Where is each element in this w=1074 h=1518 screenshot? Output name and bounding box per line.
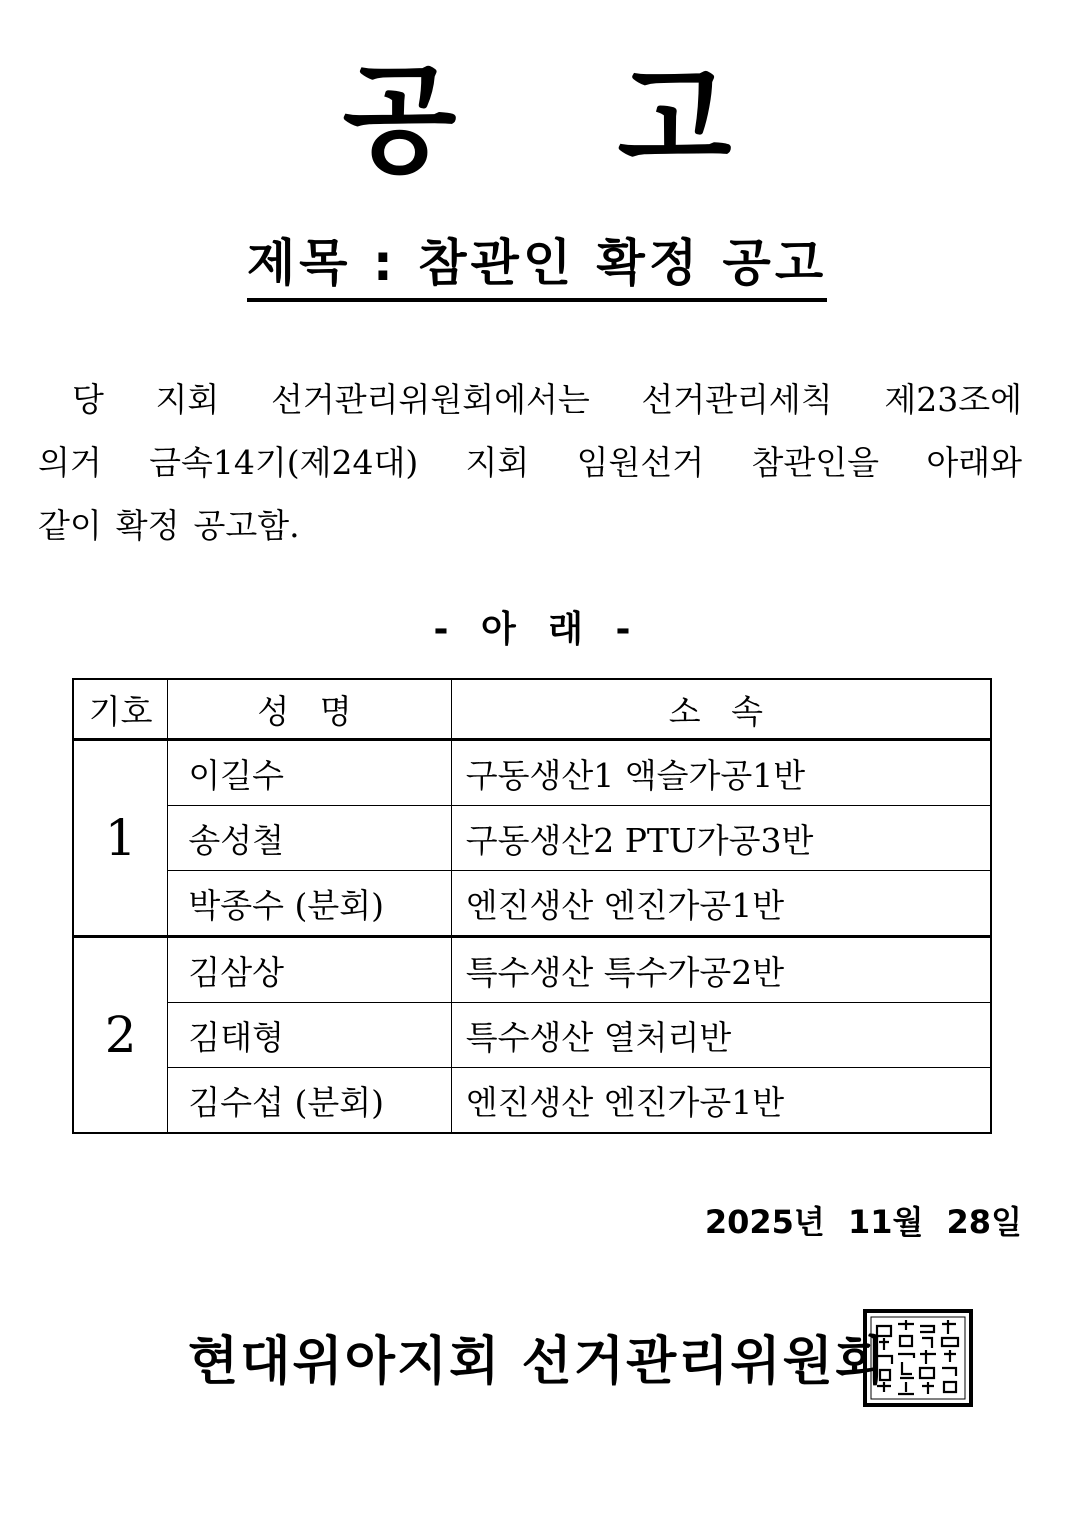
body-line-2 [38,431,1022,494]
body-word: 선거관리위원회에서는 [270,380,590,419]
body-word: 임원선거 [576,443,705,482]
subject-heading [0,232,1074,302]
observer-affiliation: 특수생산 열처리반 [451,1003,991,1068]
table-group-2 [73,937,991,1134]
body-line-3 [38,494,1022,557]
group-number: 2 [73,937,168,1134]
body-word: 의거 [38,443,102,482]
observer-name: 박종수 (분회) [168,871,451,937]
table-row [73,1003,991,1068]
notice-body [38,368,1022,557]
observer-affiliation: 구동생산2 PTU가공3반 [451,806,991,871]
notice-heading: - 아 래 - [433,609,641,650]
body-line-1 [38,368,1022,431]
observer-affiliation: 특수생산 특수가공2반 [451,937,991,1003]
page-title: 공 고 [342,51,792,189]
observer-name: 송성철 [168,806,451,871]
table-row [73,937,991,1003]
body-word: 지회 [155,380,220,419]
header-affiliation: 소 속 [451,679,991,740]
body-word: 참관인을 [751,443,879,482]
notice-date: 2025년 11월 28일 [704,1203,1022,1241]
table-row [73,740,991,806]
body-word: 지회 [465,443,530,482]
observer-name: 김삼상 [168,937,451,1003]
body-word: 제23조에 [884,380,1022,419]
header-name: 성 명 [168,679,451,740]
table-row [73,871,991,937]
table-row [73,806,991,871]
group-number: 1 [73,740,168,937]
subject-text: 제목 : 참관인 확정 공고 [247,232,827,302]
observer-affiliation: 구동생산1 액슬가공1반 [451,740,991,806]
observer-name: 김태형 [168,1003,451,1068]
organization-name: 현대위아지회 선거관리위원회 [188,1332,888,1392]
table-group-1 [73,740,991,937]
observer-name: 이길수 [168,740,451,806]
table-header-row [73,679,991,740]
observer-affiliation: 엔진생산 엔진가공1반 [451,1068,991,1134]
observer-name: 김수섭 (분회) [168,1068,451,1134]
body-word: 아래와 [926,443,1022,482]
body-word: 같이 [38,506,102,545]
body-word: 당 [72,380,104,419]
body-word: 확정 [115,506,180,545]
observer-table [72,678,992,1134]
table-row [73,1068,991,1134]
header-number: 기호 [73,679,168,740]
observer-affiliation: 엔진생산 엔진가공1반 [451,871,991,937]
body-word: 선거관리세칙 [641,380,833,419]
body-word: 공고함. [193,506,300,545]
official-seal-icon [862,1308,974,1408]
body-word: 금속14기(제24대) [149,443,419,482]
